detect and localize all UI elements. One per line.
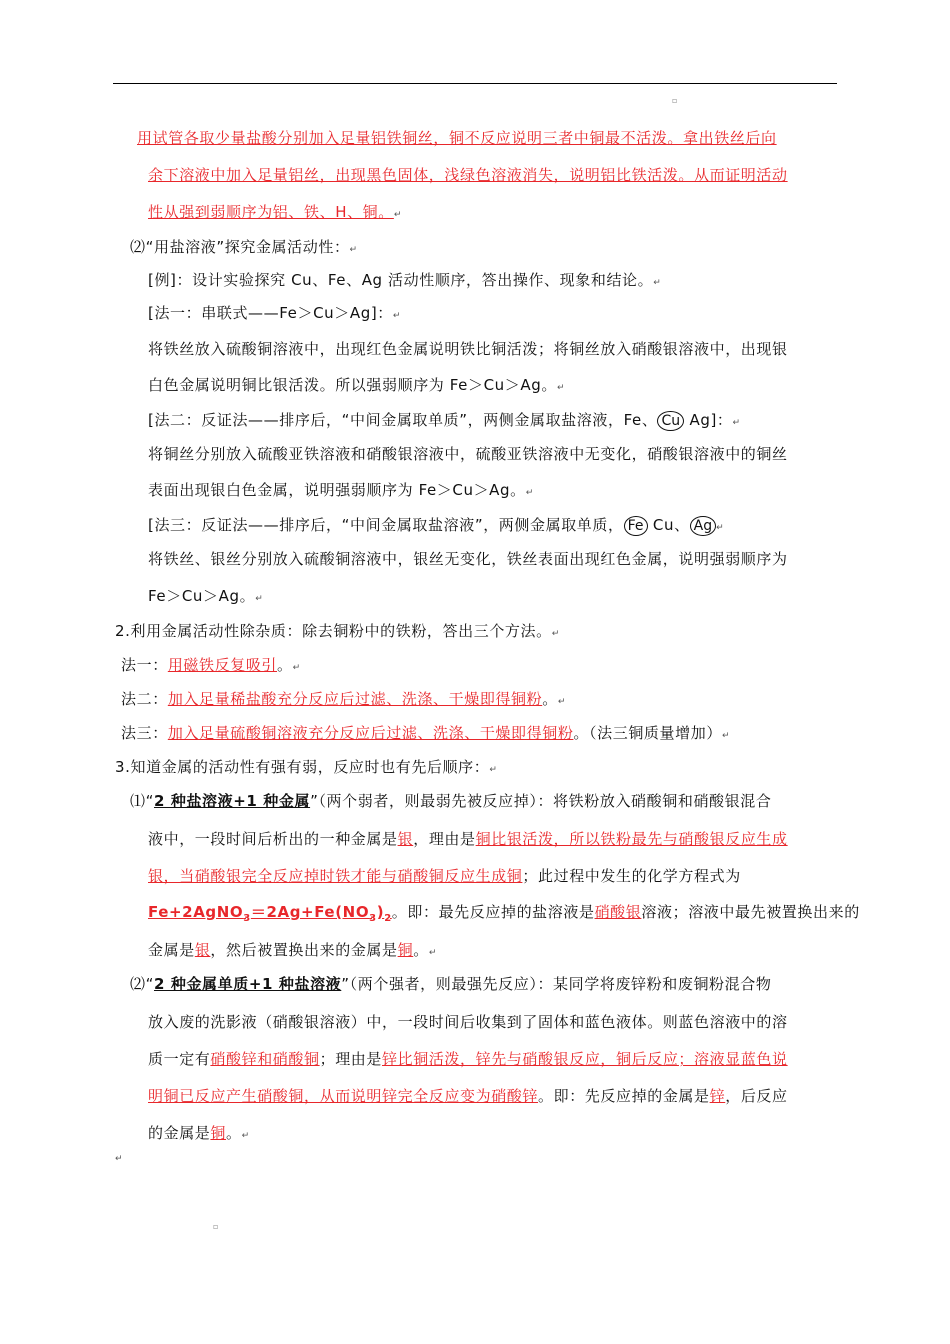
method2-title: [法二：反证法——排序后，“中间金属取单质”，两侧金属取盐溶液，Fe、 Cu Ag]：↵ <box>148 411 741 429</box>
para1-line1: 用试管各取少量盐酸分别加入足量铝铁铜丝，铜不反应说明三者中铜最不活泼。拿出铁丝后向 <box>137 129 777 147</box>
method3-line1: 将铁丝、银丝分别放入硫酸铜溶液中，银丝无变化，铁丝表面出现红色金属，说明强弱顺序为 <box>148 550 788 568</box>
item2-heading: 2.利用金属活动性除杂质：除去铜粉中的铁粉，答出三个方法。↵ <box>115 622 560 640</box>
item3-p1-line2: 液中，一段时间后析出的一种金属是银，理由是铜比银活泼，所以铁粉最先与硝酸银反应生成 <box>148 830 788 848</box>
item2-method2: 法二：加入足量稀盐酸充分反应后过滤、洗涤、干燥即得铜粉。↵ <box>121 690 566 708</box>
section2-example: [例]：设计实验探究 Cu、Fe、Ag 活动性顺序，答出操作、现象和结论。↵ <box>148 271 661 289</box>
empty-paragraph: ↵ <box>115 1154 123 1164</box>
para1-line2: 余下溶液中加入足量铝丝，出现黑色固体，浅绿色溶液消失，说明铝比铁活泼。从而证明活动 <box>148 166 788 184</box>
circled-cu: Cu <box>657 411 684 431</box>
method3-title: [法三：反证法——排序后，“中间金属取盐溶液”，两侧金属取单质， Fe Cu、 Ag ↵ <box>148 516 724 534</box>
section2-heading: ⑵“用盐溶液”探究金属活动性：↵ <box>130 238 358 256</box>
footer-mark: ▫ <box>213 1222 219 1231</box>
method1-line1: 将铁丝放入硫酸铜溶液中，出现红色金属说明铁比铜活泼；将铜丝放入硝酸银溶液中，出现银 <box>148 340 788 358</box>
item3-p2-line3: 质一定有硝酸锌和硝酸铜；理由是锌比铜活泼，锌先与硝酸银反应，铜后反应；溶液显蓝色说 <box>148 1050 788 1068</box>
header-rule <box>113 83 837 84</box>
method1-title: [法一：串联式——Fe＞Cu＞Ag]：↵ <box>148 304 401 322</box>
item3-p2-line2: 放入废的洗影液（硝酸银溶液）中，一段时间后收集到了固体和蓝色液体。则蓝色溶液中的溶 <box>148 1013 788 1031</box>
item2-method1: 法一：用磁铁反复吸引。↵ <box>121 656 301 674</box>
item3-p1-line3: 银，当硝酸银完全反应掉时铁才能与硝酸铜反应生成铜；此过程中发生的化学方程式为 <box>148 867 741 885</box>
item2-method3: 法三：加入足量硫酸铜溶液充分反应后过滤、洗涤、干燥即得铜粉。（法三铜质量增加）↵ <box>121 724 730 742</box>
item3-p1-line1: ⑴“2 种盐溶液+1 种金属”（两个弱者，则最弱先被反应掉）：将铁粉放入硝酸铜和硝酸银混合 <box>130 792 772 810</box>
item3-p1-line4: $Fe+2AgNO_3=2Ag+Fe(NO_3)_2$。即：最先反应掉的盐溶液是硝酸银溶液；溶液中最先被置换出来的 <box>148 903 860 924</box>
item3-p2-line5: 的金属是铜。↵ <box>148 1124 250 1142</box>
item3-heading: 3.知道金属的活动性有强有弱，反应时也有先后顺序：↵ <box>115 758 497 776</box>
item3-p2-line4: 明铜已反应产生硝酸铜，从而说明锌完全反应变为硝酸锌。即：先反应掉的金属是锌，后反应 <box>148 1087 788 1105</box>
circled-fe: Fe <box>624 516 648 536</box>
method2-line1: 将铜丝分别放入硫酸亚铁溶液和硝酸银溶液中，硫酸亚铁溶液中无变化，硝酸银溶液中的铜丝 <box>148 445 788 463</box>
item3-p1-line5: 金属是银，然后被置换出来的金属是铜。↵ <box>148 941 437 959</box>
chemical-equation: $Fe+2AgNO_3=2Ag+Fe(NO_3)_2$ <box>148 903 392 924</box>
method3-line2: Fe＞Cu＞Ag。↵ <box>148 587 263 605</box>
circled-ag: Ag <box>690 516 716 536</box>
method2-line2: 表面出现银白色金属，说明强弱顺序为 Fe＞Cu＞Ag。↵ <box>148 481 534 499</box>
method1-line2: 白色金属说明铜比银活泼。所以强弱顺序为 Fe＞Cu＞Ag。↵ <box>148 376 565 394</box>
header-mark: ▫ <box>672 96 678 105</box>
para1-line3: 性从强到弱顺序为铝、铁、H、铜。↵ <box>148 203 402 221</box>
item3-p2-line1: ⑵“2 种金属单质+1 种盐溶液”（两个强者，则最强先反应）：某同学将废锌粉和废铜粉混合物 <box>130 975 772 993</box>
